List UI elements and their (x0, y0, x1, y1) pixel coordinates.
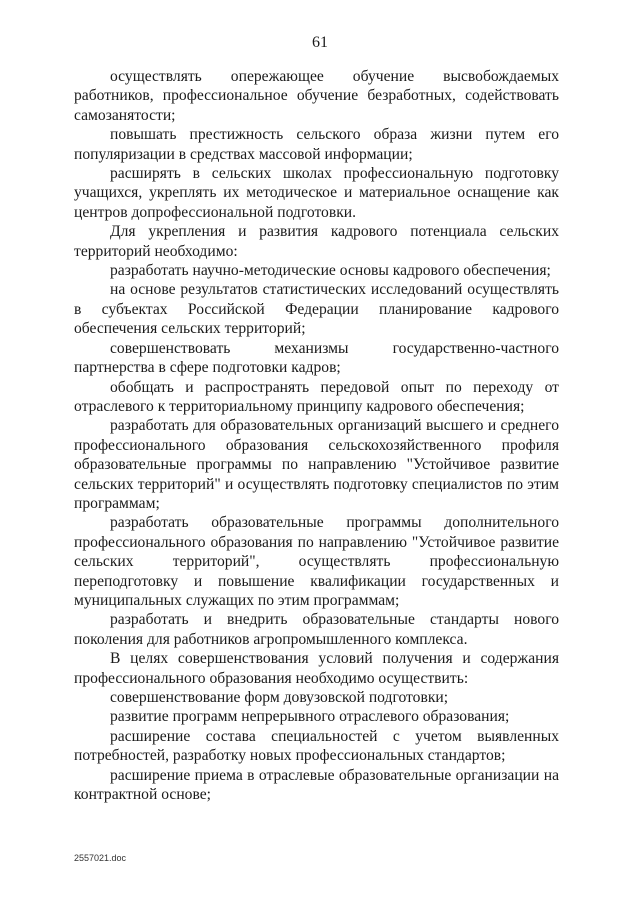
document-body (74, 67, 559, 804)
paragraph: разработать и внедрить образовательные стандарты нового поколения для работников агропромышленного комплекса. (74, 611, 559, 648)
paragraph: расширение состава специальностей с учетом выявленных потребностей, разработку новых профессиональных стандартов; (74, 727, 559, 765)
paragraph: осуществлять опережающее обучение высвобождаемых работников, профессиональное обучение безработных, содействовать самозанятости; (74, 68, 559, 124)
paragraph: совершенствовать механизмы государственно-частного партнерства в сфере подготовки кадров; (74, 339, 559, 377)
paragraph: В целях совершенствования условий получения и содержания профессионального образования необходимо осуществить: (74, 650, 559, 687)
paragraph: обобщать и распространять передовой опыт по переходу от отраслевого к территориальному принципу кадрового обеспечения; (74, 378, 559, 415)
paragraph: разработать для образовательных организаций высшего и среднего профессионального образования сельскохозяйственного профиля образовательные программы по направлению "Устойчивое развитие сельских территорий" и осуществлять подготовку специалистов по этим программам; (74, 417, 559, 512)
paragraph: расширять в сельских школах профессиональную подготовку учащихся, укреплять их методическое и материальное оснащение как центров допрофессиональной подготовки. (74, 165, 559, 221)
paragraph: развитие программ непрерывного отраслевого образования; (110, 708, 510, 726)
paragraph: разработать образовательные программы дополнительного профессионального образования по направлению "Устойчивое развитие сельских территорий", осуществлять профессиональную переподготовку и повышение квалификации государственных и муниципальных служащих по этим программам; (74, 514, 559, 609)
paragraph: совершенствование форм довузовской подготовки; (110, 689, 449, 706)
page-number: 61 (312, 34, 328, 51)
paragraph: расширение приема в отраслевые образовательные организации на контрактной основе; (74, 766, 559, 804)
paragraph: повышать престижность сельского образа жизни путем его популяризации в средствах массовой информации; (74, 126, 559, 163)
paragraph: разработать научно-методические основы кадрового обеспечения; (110, 262, 551, 280)
paragraph: Для укрепления и развития кадрового потенциала сельских территорий необходимо: (74, 223, 559, 260)
paragraph: на основе результатов статистических исследований осуществлять в субъектах Российской Федерации планирование кадрового обеспечения сельских территорий; (74, 281, 559, 338)
document-footer-id: 2557021.doc (74, 853, 127, 863)
